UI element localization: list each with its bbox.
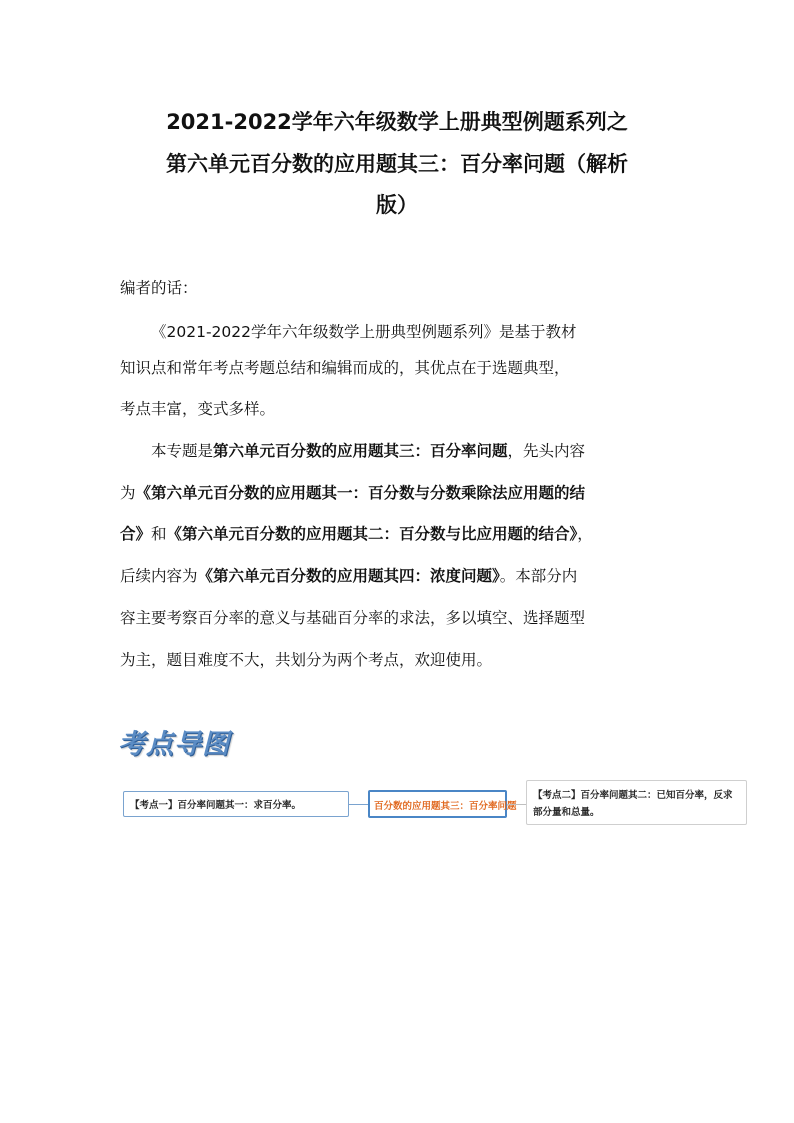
- topic-prior-title-2: 《第六单元百分数的应用题其二：百分数与比应用题的结合》: [166, 525, 578, 543]
- topic-text: ，: [577, 525, 593, 543]
- topic-paragraph-line-5: 容主要考察百分率的意义与基础百分率的求法，多以填空、选择题型: [120, 609, 586, 627]
- document-title-line-3: 版）: [376, 193, 418, 217]
- intro-paragraph-line-1: 《2021-2022学年六年级数学上册典型例题系列》是基于教材: [151, 323, 577, 341]
- topic-next-title: 《第六单元百分数的应用题其四：浓度问题》: [197, 567, 500, 585]
- topic-paragraph-line-3: [120, 522, 593, 544]
- mindmap-center-node: 百分数的应用题其三：百分率问题: [368, 790, 507, 818]
- topic-paragraph-line-2: [120, 481, 585, 503]
- mindmap-connector-left: [349, 804, 368, 805]
- topic-paragraph-line-1: [151, 439, 585, 461]
- mindmap-heading: 考点导图: [118, 729, 230, 760]
- document-title-line-1: 2021-2022学年六年级数学上册典型例题系列之: [166, 110, 628, 134]
- topic-paragraph-line-4: [120, 564, 577, 586]
- topic-prior-title-1: 《第六单元百分数的应用题其一：百分数与分数乘除法应用题的结: [135, 484, 586, 502]
- document-title-line-2: 第六单元百分数的应用题其三：百分率问题（解析: [166, 152, 628, 176]
- editor-note-label: 编者的话：: [120, 279, 198, 297]
- topic-text: 后续内容为: [120, 567, 198, 585]
- mindmap-node-point-1: 【考点一】百分率问题其一：求百分率。: [123, 791, 349, 817]
- topic-prior-title-1-end: 合》: [120, 525, 152, 543]
- topic-text: ，先头内容: [507, 442, 586, 460]
- intro-paragraph-line-2: 知识点和常年考点考题总结和编辑而成的，其优点在于选题典型，: [120, 359, 570, 377]
- topic-current-title: 第六单元百分数的应用题其三：百分率问题: [213, 442, 508, 460]
- topic-text: 本专题是: [151, 442, 214, 460]
- mindmap-node-point-2: 【考点二】百分率问题其二：已知百分率，反求部分量和总量。: [526, 780, 747, 825]
- topic-text: 。本部分内: [499, 567, 578, 585]
- mindmap-connector-right: [507, 804, 526, 805]
- intro-paragraph-line-3: 考点丰富，变式多样。: [120, 400, 276, 418]
- topic-paragraph-line-6: 为主，题目难度不大，共划分为两个考点，欢迎使用。: [120, 651, 493, 669]
- topic-text: 为: [120, 484, 136, 502]
- topic-text: 和: [151, 525, 167, 543]
